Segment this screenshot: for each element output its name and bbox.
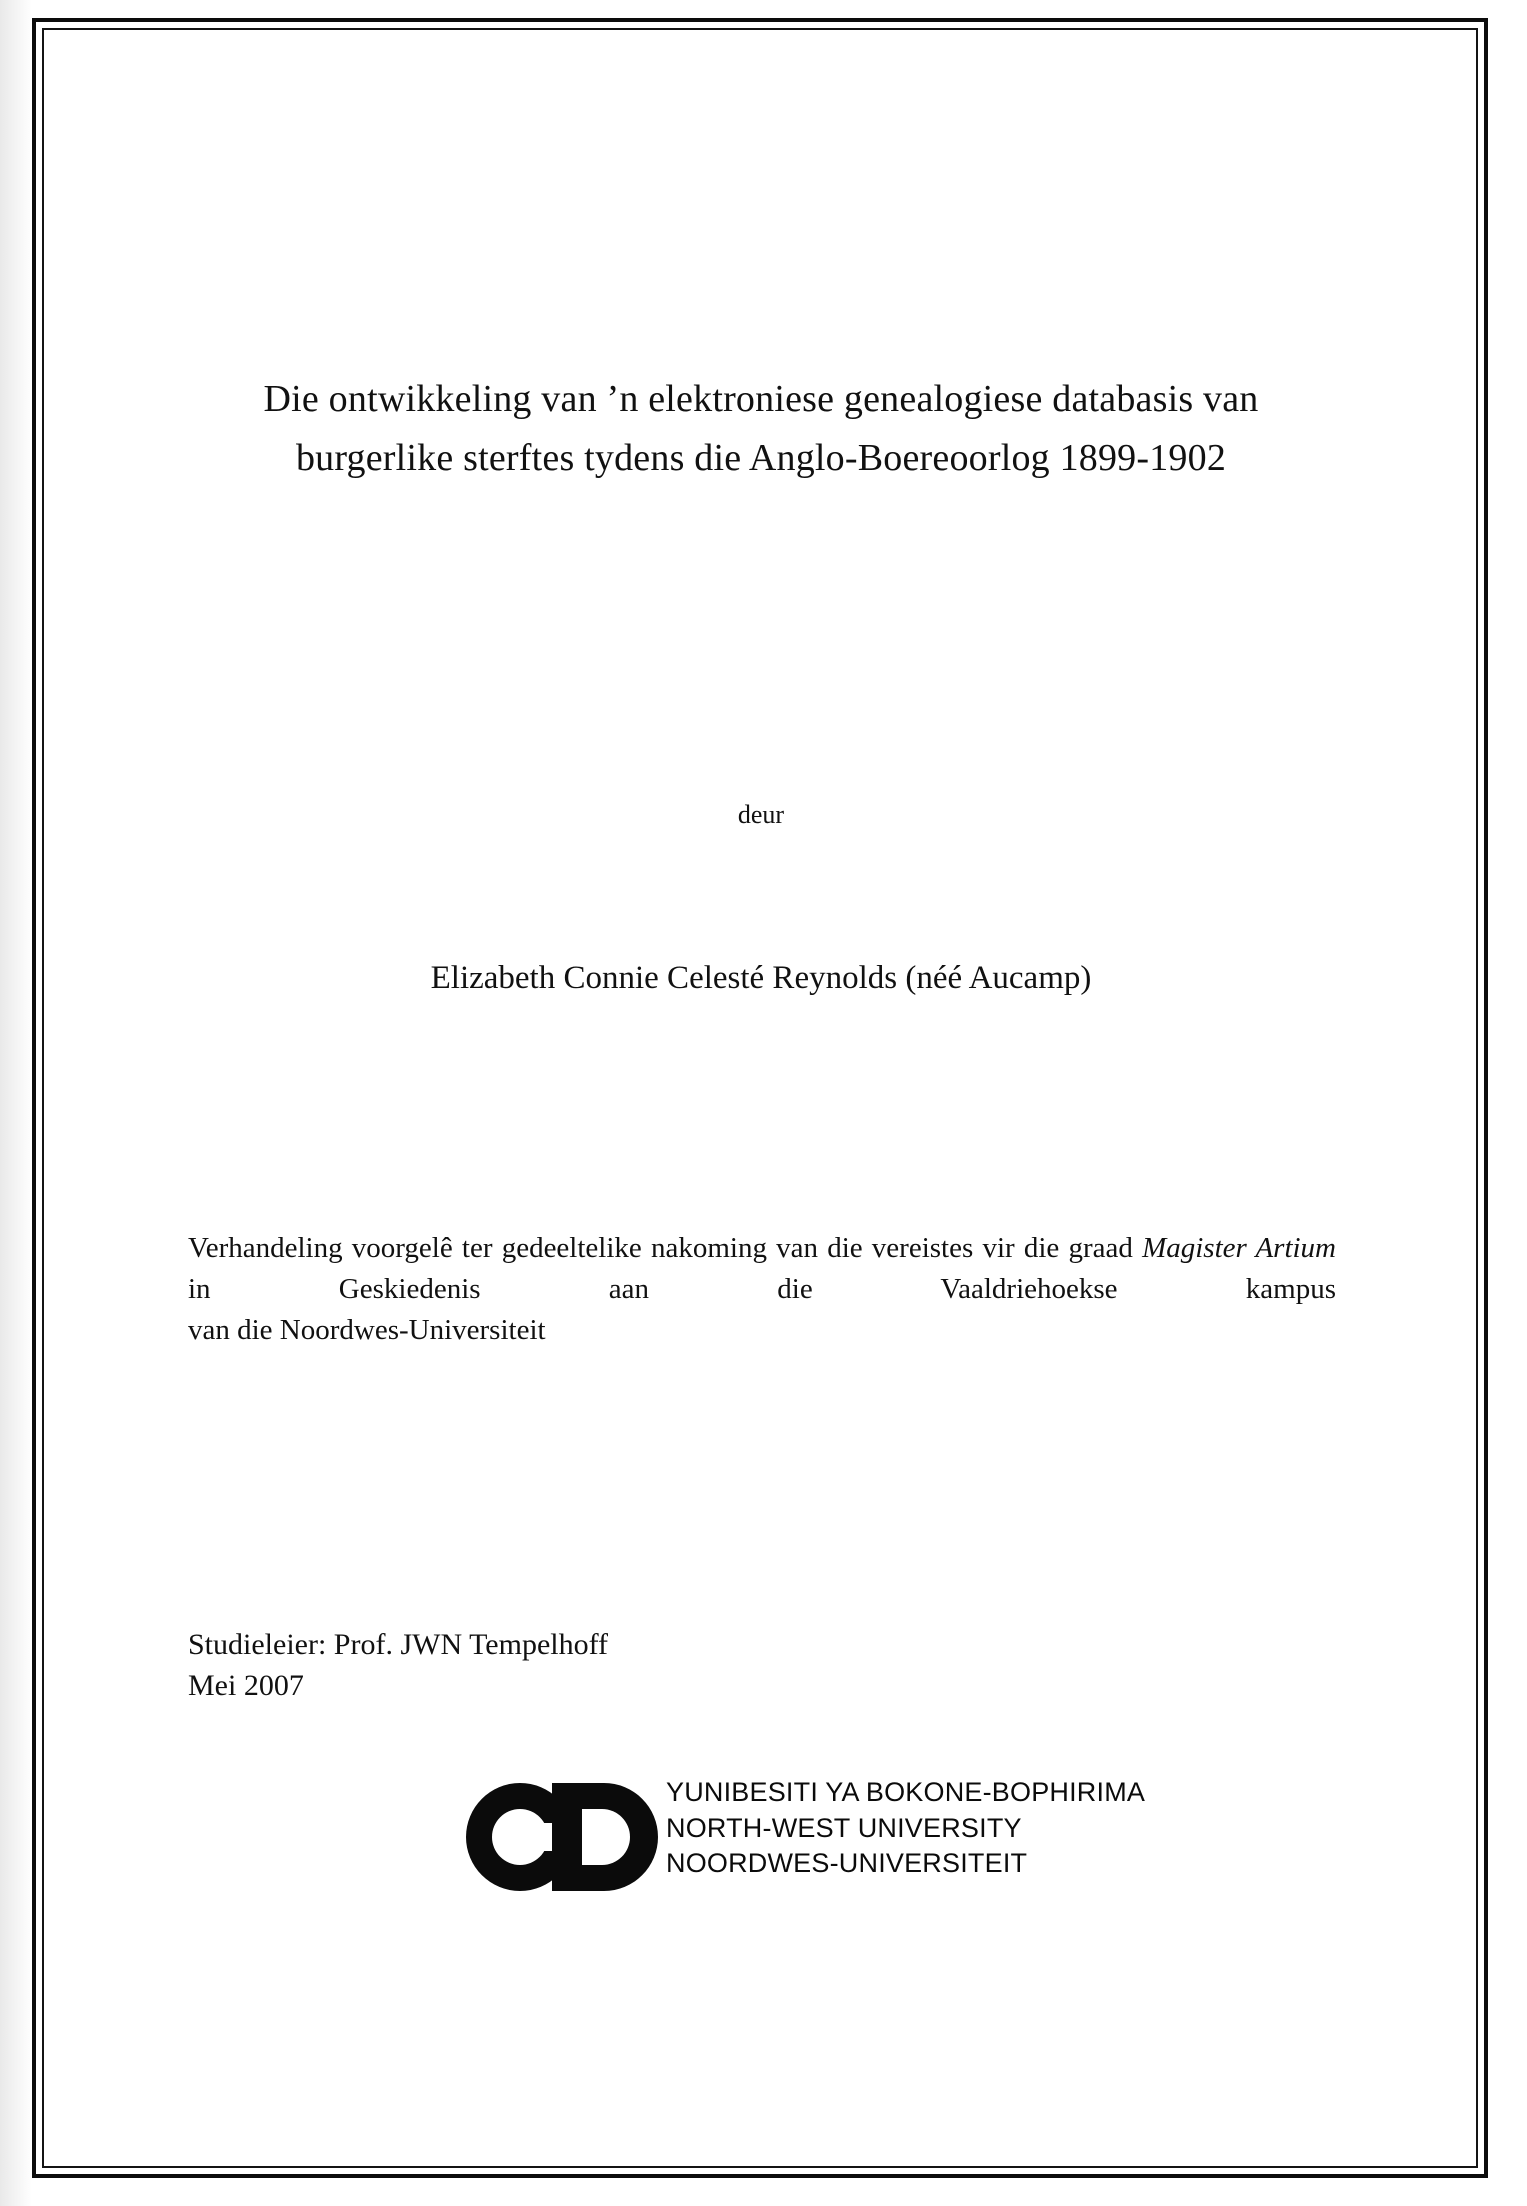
scan-edge-shadow (0, 0, 32, 2206)
nwu-monogram-icon (466, 1783, 661, 1893)
author-name: Elizabeth Connie Celesté Reynolds (néé Aucamp) (430, 960, 1092, 996)
logo-text-line-3: NOORDWES-UNIVERSITEIT (666, 1848, 1028, 1879)
university-logo-text (666, 1775, 1145, 1882)
supervisor-name: Studieleier: Prof. JWN Tempelhoff (188, 1628, 609, 1661)
degree-statement-line-1 (188, 1228, 1336, 1310)
logo-text-line-2: NORTH-WEST UNIVERSITY (666, 1812, 1022, 1843)
degree-statement-part-1: Verhandeling voorgelê ter gedeeltelike nakoming van die vereistes vir die graad (188, 1232, 1143, 1264)
logo-text-line-1: YUNIBESITI YA BOKONE-BOPHIRIMA (666, 1777, 1146, 1807)
author-prefix: deur (737, 800, 785, 829)
degree-statement (188, 1228, 1336, 1352)
submission-date: Mei 2007 (188, 1668, 304, 1702)
degree-name: Magister Artium (1142, 1232, 1336, 1264)
supervisor-block (188, 1625, 1188, 1706)
title-line-2: burgerlike sterftes tydens die Anglo-Boereoorlog 1899-1902 (295, 436, 1227, 479)
degree-statement-line-2: van die Noordwes-Universiteit (188, 1314, 546, 1347)
title-page-content (186, 0, 1336, 2206)
degree-statement-part-2: in Geskiedenis aan die Vaaldriehoekse kampus (188, 1273, 1336, 1306)
university-logo (466, 1775, 1206, 1905)
page-title (186, 370, 1336, 488)
title-line-1: Die ontwikkeling van ’n elektroniese genealogiese databasis van (263, 378, 1259, 420)
